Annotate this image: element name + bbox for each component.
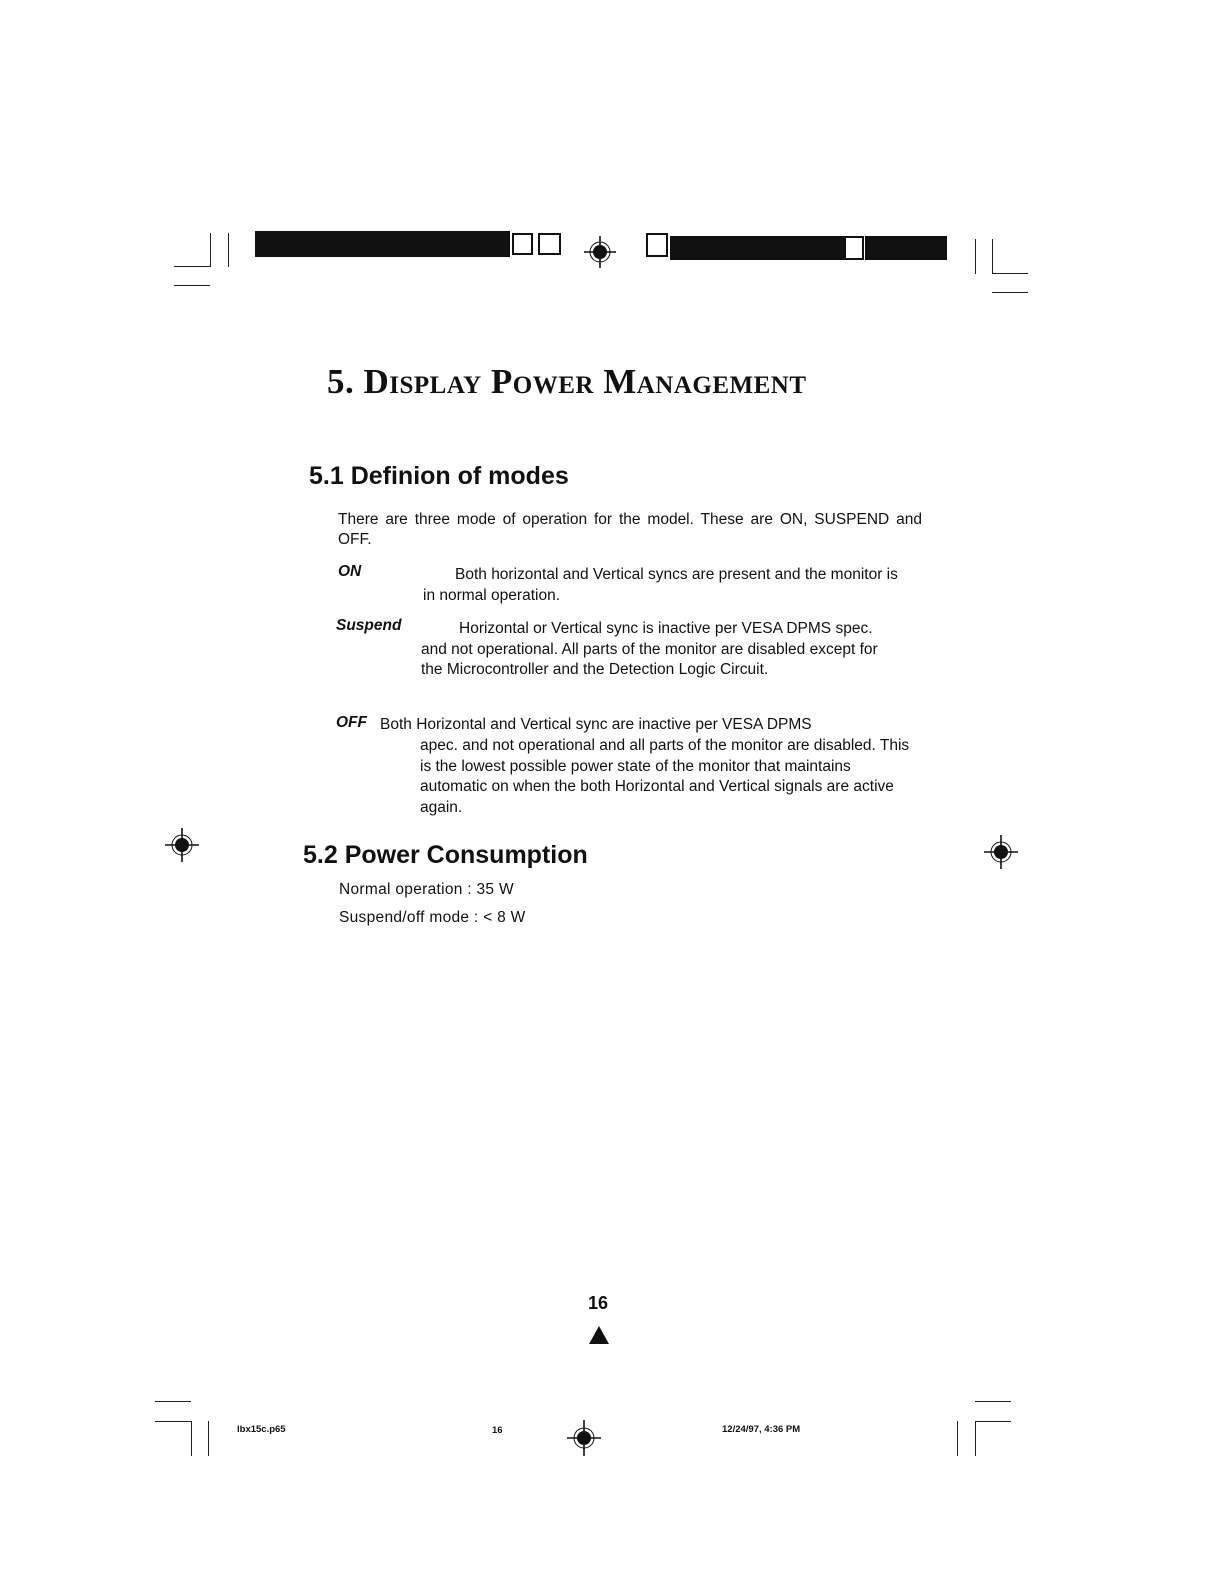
- registration-mark-icon: [165, 828, 199, 862]
- page-number: 16: [588, 1293, 609, 1313]
- footer-page: 16: [492, 1425, 503, 1436]
- spec-suspend-off-mode: Suspend/off mode : < 8 W: [339, 909, 526, 926]
- mode-description-on: Both horizontal and Vertical syncs are present and the monitor is in normal operation.: [423, 566, 898, 604]
- mode-description-off-first-line: Both Horizontal and Vertical sync are inactive per VESA DPMS: [380, 716, 812, 733]
- spec-normal-operation: Normal operation : 35 W: [339, 881, 514, 898]
- mode-term-on: ON: [338, 563, 362, 580]
- section-heading-power-consumption: 5.2 Power Consumption: [303, 841, 588, 869]
- mode-term-suspend: Suspend: [336, 617, 402, 634]
- registration-mark-icon: [567, 1420, 601, 1456]
- section-intro-paragraph: There are three mode of operation for the model. These are ON, SUSPEND and OFF.: [338, 511, 922, 548]
- registration-mark-icon: [584, 236, 616, 268]
- triangle-up-icon: [588, 1325, 610, 1345]
- footer-timestamp: 12/24/97, 4:36 PM: [722, 1424, 801, 1435]
- registration-mark-icon: [984, 835, 1018, 869]
- chapter-title: 5. Display Power Management: [327, 362, 807, 401]
- mode-description-suspend: Horizontal or Vertical sync is inactive per VESA DPMS spec. and not operational. All parts of the monitor are disabled except for the Microcontroller and the Detection Logic Circuit.: [421, 620, 878, 678]
- section-heading-definition-of-modes: 5.1 Definion of modes: [309, 462, 569, 490]
- mode-term-off: OFF: [336, 714, 367, 731]
- mode-description-off-continued: apec. and not operational and all parts of the monitor are disabled. This is the lowest possible power state of the monitor that maintains automatic on when the both Horizontal and Vertical signals are active again.: [420, 737, 910, 816]
- footer-filename: lbx15c.p65: [237, 1424, 286, 1435]
